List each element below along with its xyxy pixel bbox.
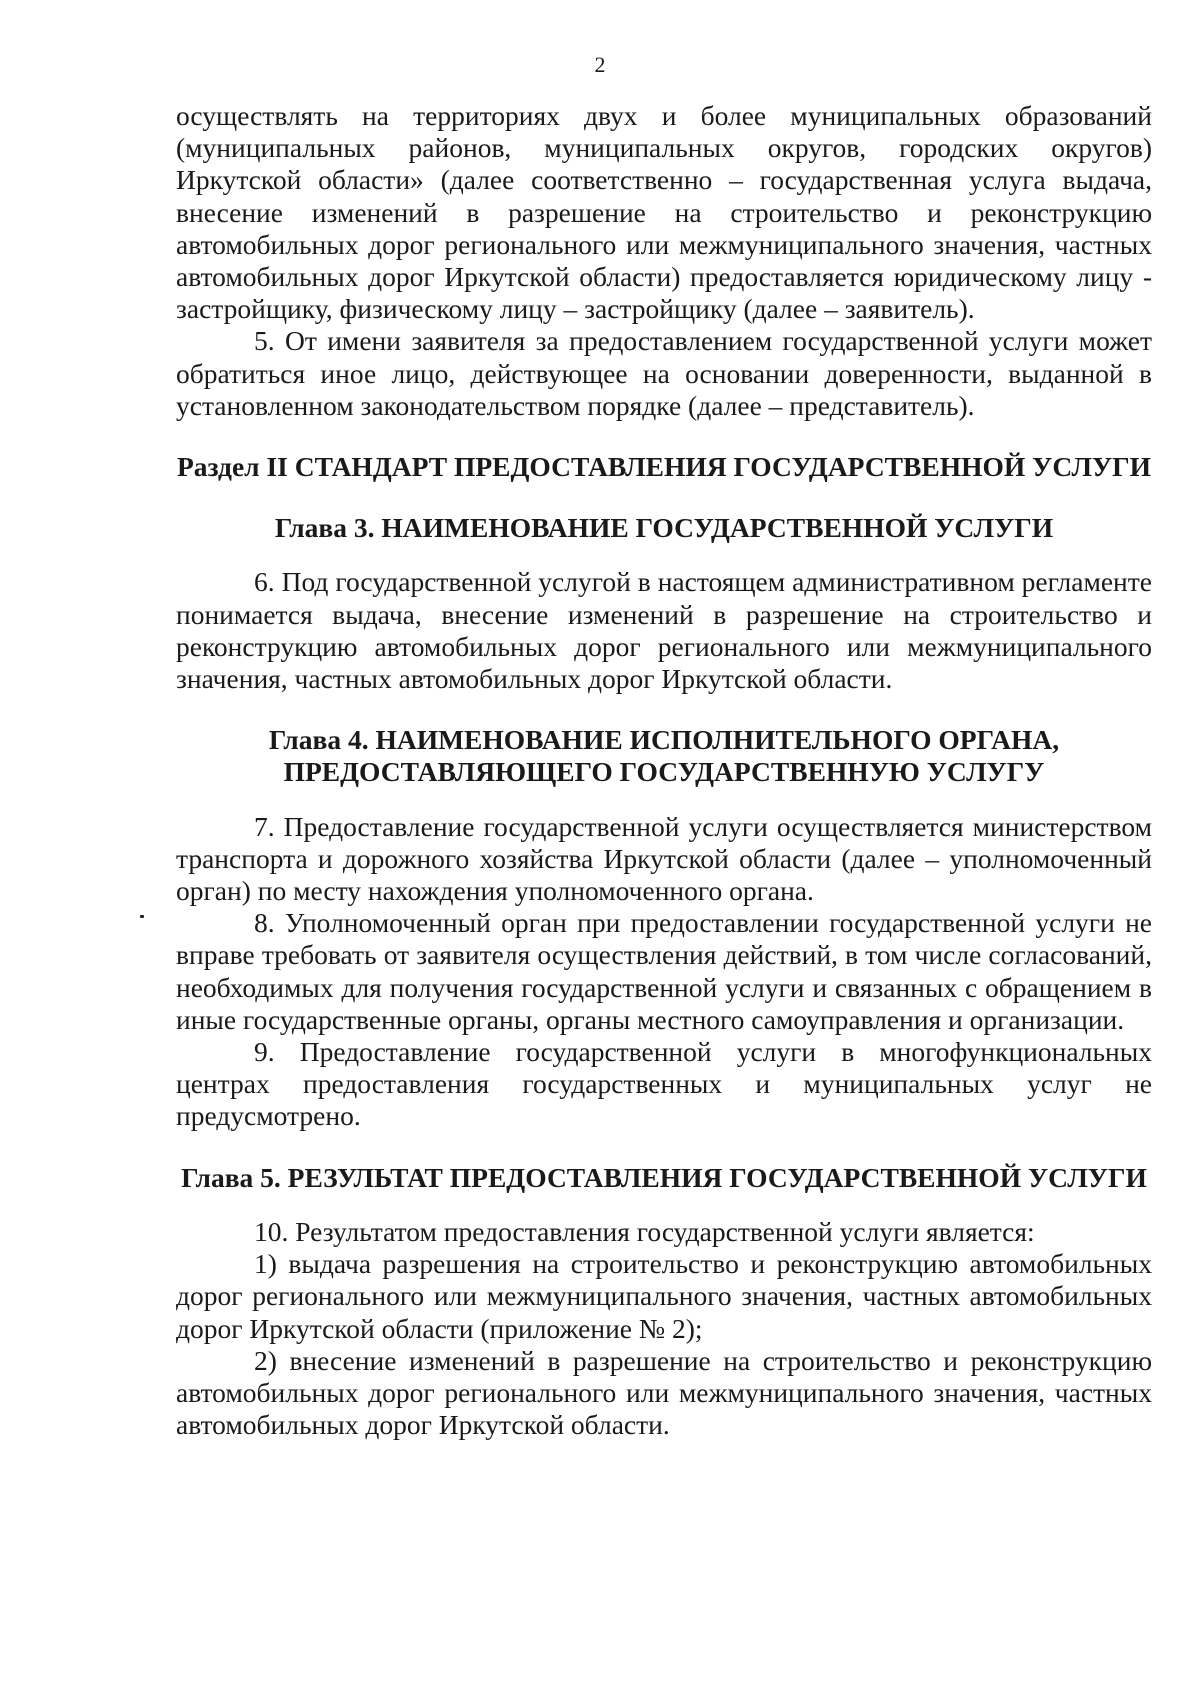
chapter-heading-3: Глава 3. НАИМЕНОВАНИЕ ГОСУДАРСТВЕННОЙ УСЛУГИ: [274, 512, 1054, 544]
chapter-heading-4: Глава 4. НАИМЕНОВАНИЕ ИСПОЛНИТЕЛЬНОГО ОРГАНА, ПРЕДОСТАВЛЯЮЩЕГО ГОСУДАРСТВЕННУЮ УСЛУГУ: [268, 724, 1060, 788]
document-body: [176, 100, 1152, 1441]
paragraph-10: 10. Результатом предоставления государственной услуги является:: [254, 1215, 1035, 1247]
scan-speck: [140, 915, 144, 918]
chapter-heading-5: Глава 5. РЕЗУЛЬТАТ ПРЕДОСТАВЛЕНИЯ ГОСУДАРСТВЕННОЙ УСЛУГИ: [181, 1161, 1147, 1193]
paragraph-10-item-2: 2) внесение изменений в разрешение на строительство и реконструкцию автомобильных дорог регионального или межмуниципального значения, частных автомобильных дорог Иркутской области.: [176, 1344, 1152, 1441]
paragraph-9: 9. Предоставление государственной услуги в многофункциональных центрах предоставления государственных и муниципальных услуг не предусмотрено.: [176, 1036, 1152, 1132]
paragraph-8: 8. Уполномоченный орган при предоставлении государственной услуги не вправе требовать от заявителя осуществления действий, в том числе согласований, необходимых для получения государственной услуги и связанных с обращением в иные государственные органы, органы местного самоуправления и организации.: [176, 907, 1152, 1035]
page-number: 2: [594, 52, 606, 77]
paragraph-7: 7. Предоставление государственной услуги осуществляется министерством транспорта и дорожного хозяйства Иркутской области (далее – уполномоченный орган) по месту нахождения уполномоченного органа.: [176, 810, 1152, 907]
section-heading-2: Раздел II СТАНДАРТ ПРЕДОСТАВЛЕНИЯ ГОСУДАРСТВЕННОЙ УСЛУГИ: [176, 451, 1152, 483]
paragraph-5: 5. От имени заявителя за предоставлением государственной услуги может обратиться иное лицо, действующее на основании доверенности, выданной в установленном законодательством порядке (далее – представитель).: [176, 325, 1152, 421]
paragraph-10-item-1: 1) выдача разрешения на строительство и реконструкцию автомобильных дорог регионального или межмуниципального значения, частных автомобильных дорог Иркутской области (приложение № 2);: [176, 1248, 1152, 1344]
paragraph-6: 6. Под государственной услугой в настоящем административном регламенте понимается выдача, внесение изменений в разрешение на строительство и реконструкцию автомобильных дорог регионального или межмуниципального значения, частных автомобильных дорог Иркутской области.: [176, 566, 1152, 695]
paragraph-4-continuation: осуществлять на территориях двух и более муниципальных образований (муниципальных районов, муниципальных округов, городских округов) Иркутской области» (далее соответственно – государственная услуга выдача, внесение изменений в разрешение на строительство и реконструкцию автомобильных дорог регионального или межмуниципального значения, частных автомобильных дорог Иркутской области) предоставляется юридическому лицу - застройщику, физическому лицу – застройщику (далее – заявитель).: [176, 100, 1152, 325]
